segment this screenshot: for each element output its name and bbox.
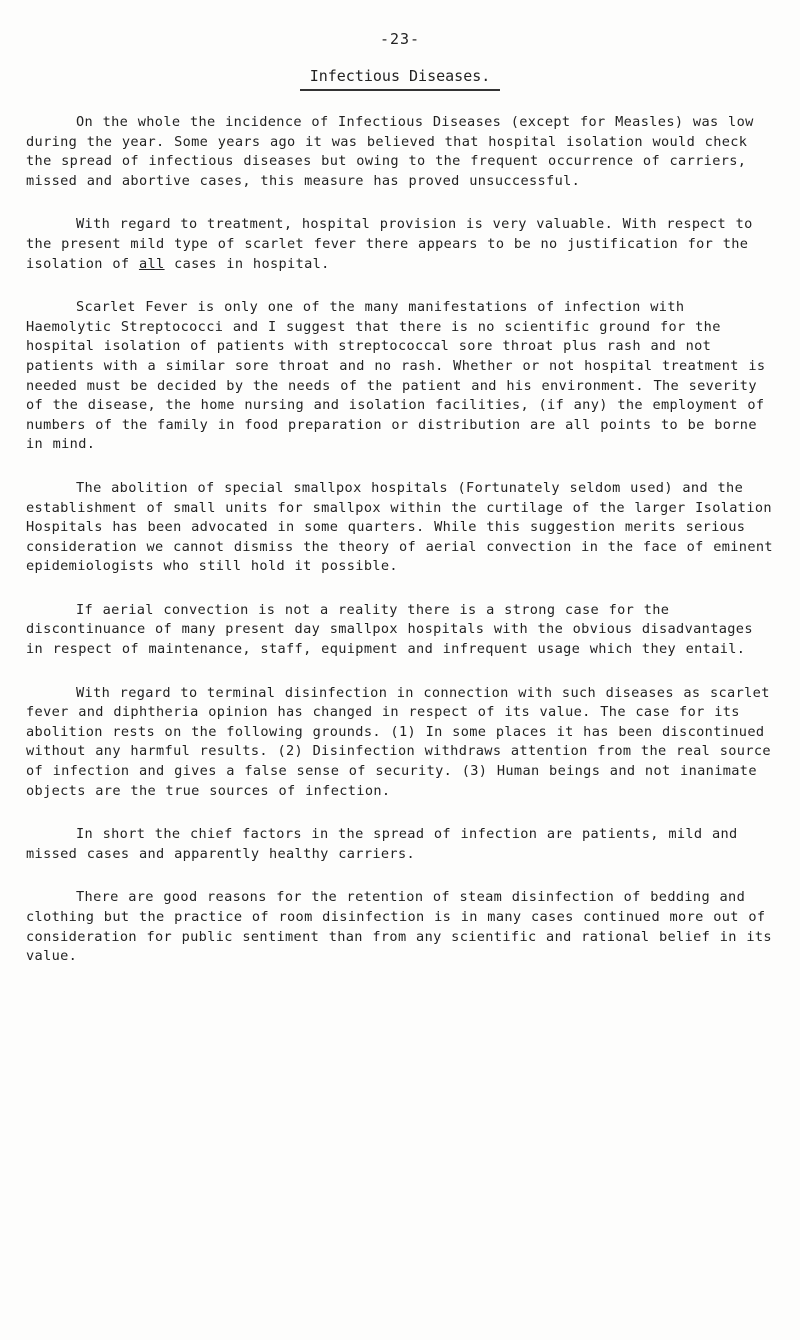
paragraph-steam-disinfection: There are good reasons for the retention of steam disinfection of bedding and clothing but the practice of room disinfection is in many cases continued more out of consideration for public sentiment than from any scientific and rational belief in its value. [26, 889, 772, 965]
paragraph-chief-factors: In short the chief factors in the spread of infection are patients, mild and missed cases and apparently healthy carriers. [26, 826, 738, 862]
emphasized-word: all [138, 255, 165, 272]
paragraph-smallpox-hospitals: The abolition of special smallpox hospitals (Fortunately seldom used) and the establishment of small units for smallpox within the curtilage of the larger Isolation Hospitals has been advocated in some quarters. While this suggestion merits serious consideration we cannot dismiss the theory of aerial convection in the face of eminent epidemiologists who still hold it possible. [26, 479, 773, 575]
section-heading: Infectious Diseases. [309, 67, 491, 85]
paragraph-treatment-start: With regard to treatment, hospital provision is very valuable. With respect to the present mild type of scarlet fever there appears to be no justification for the isolation of [26, 216, 753, 272]
paragraph-incidence: On the whole the incidence of Infectious Diseases (except for Measles) was low during the year. Some years ago it was believed that hospital isolation would check the spread of infectious diseases but owing to the frequent occurrence of carriers, missed and abortive cases, this measure has proved unsuccessful. [26, 114, 754, 189]
paragraph-terminal-disinfection: With regard to terminal disinfection in connection with such diseases as scarlet fever and diphtheria opinion has changed in respect of its value. The case for its abolition rests on the following grounds. (1) In some places it has been discontinued without any harmful results. (2) Disinfection withdraws attention from the real source of infection and gives a false sense of security. (3) Human beings and not inanimate objects are the true sources of infection. [26, 684, 771, 799]
heading-underline [300, 89, 500, 91]
paragraph-treatment-end: cases in hospital. [164, 255, 330, 272]
paragraph-treatment [26, 215, 778, 274]
page-number: -23- [379, 30, 421, 48]
body-text [26, 113, 778, 991]
paragraph-aerial-convection: If aerial convection is not a reality there is a strong case for the discontinuance of many present day smallpox hospitals with the obvious disadvantages in respect of maintenance, staff, equipment and infrequent usage which they entail. [26, 601, 753, 658]
paragraph-scarlet-fever: Scarlet Fever is only one of the many manifestations of infection with Haemolytic Streptococci and I suggest that there is no scientific ground for the hospital isolation of patients with streptococcal sore throat plus rash and not patients with a similar sore throat and no rash. Whether or not hospital treatment is needed must be decided by the needs of the patient and his environment. The severity of the disease, the home nursing and isolation facilities, (if any) the employment of numbers of the family in food preparation or distribution are all points to be borne in mind. [26, 299, 766, 453]
